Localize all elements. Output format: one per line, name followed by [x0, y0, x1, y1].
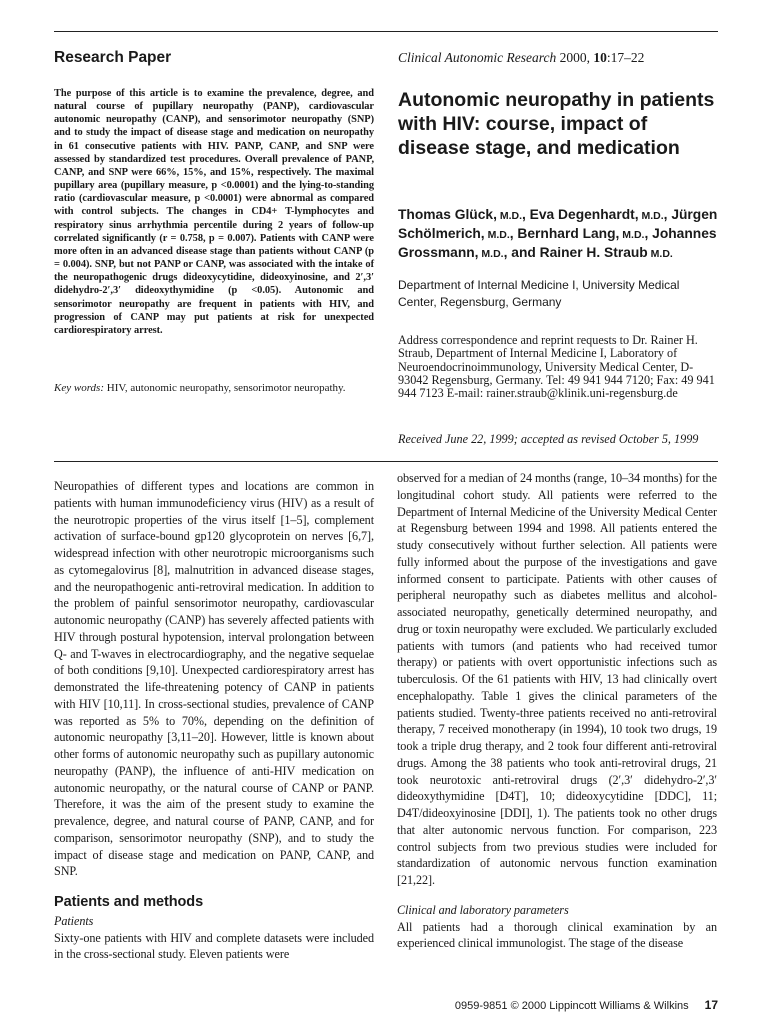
page-footer	[398, 998, 718, 1012]
author-separator: ,	[644, 226, 653, 241]
keywords-label: Key words:	[54, 382, 105, 394]
author-name: Johannes Grossmann,	[398, 226, 717, 260]
clinical-paragraph: All patients had a thorough clinical examination by an experienced clinical immunologist. The stage of the disease	[397, 919, 717, 951]
affiliation: Department of Internal Medicine I, University Medical Center, Regensburg, Germany	[398, 278, 680, 309]
author-degree: M.D.	[478, 248, 504, 260]
journal-name: Clinical Autonomic Research	[398, 50, 557, 65]
journal-year: 2000,	[559, 50, 590, 65]
author-separator: , and	[503, 245, 540, 260]
journal-volume: 10	[593, 50, 607, 65]
section-label: Research Paper	[54, 49, 172, 66]
top-rule	[54, 31, 718, 32]
author	[530, 207, 672, 222]
author-separator: ,	[663, 207, 672, 222]
patients-paragraph-continued: observed for a median of 24 months (range, 10–34 months) for the longitudinal cohort study. All patients were referred to the Department of Internal Medicine of the University Medical Center at Regensburg between 1994 and 1998. All patients entered the study consecutively without further selection. All patients were fully informed about the purpose of the investigations and gave informed consent to participate. Patients with other causes of peripheral neuropathy such as diabetes mellitus and alcohol-associated neuropathy, genetically determined neuropathy, and drug or toxin neuropathy were excluded. We particularly excluded patients with tumors (and patients who had received tumor therapy) or patients with overt opportunistic infections such as tuberculosis. Of the 61 patients with HIV, 13 had clinically overt encephalopathy. Table 1 gives the clinical parameters of the patients studied. Twenty-three patients received no anti-retroviral therapy, 7 received monotherapy (in 1994), 10 took two drugs, 19 took a triple drug therapy, and 2 took four different anti-retroviral drugs. Among the 38 patients who took anti-retroviral drugs, 21 took neurotoxic anti-retroviral drugs (2′,3′ didehydro-2′,3′ dideoxythymidine [D4T], 10; dideoxycytidine [DDC], 11; D4T/dideoxyinosine [DDI], 1). The patients took no other drugs that alter autonomic nervous function. For comparison, 223 control subjects from two previous studies were included for standardization of autonomic nervous function examination [21,22].	[397, 471, 717, 887]
page-number: 17	[704, 998, 718, 1012]
author-name: Eva Degenhardt,	[529, 207, 639, 222]
author-degree: M.D.	[638, 210, 664, 222]
methods-heading: Patients and methods	[54, 894, 204, 910]
clinical-subheading: Clinical and laboratory parameters	[397, 902, 569, 917]
intro-paragraph: Neuropathies of different types and locations are common in patients with human immunodeficiency virus (HIV) as a result of the neurotropic properties of the virus itself [1–5], complement activation of surface-bound gp120 glycoprotein on nerves [6,7], widespread infection with other neurotropic microorganisms such as cytomegalovirus [8], malnutrition in advanced disease stages, and the neuropathogenic anti-retroviral medication. In addition to the problem of painful sensorimotor neuropathy, cardiovascular autonomic neuropathy (CANP) has severely affected patients with HIV through postural hypotension, interval prolongation between Q- and T-waves in electrocardiography, and the negative sequelae of both conditions [9,10]. Unexpected cardiorespiratory arrest has demonstrated the life-threatening potency of CANP in patients with HIV [10,11]. In cross-sectional studies, prevalence of CANP was reported as 5% to 70%, depending on the definition of autonomic neuropathy [3,11–20]. However, little is known about other forms of autonomic neuropathy such as pupillary autonomic neuropathy (PANP), the influence of anti-HIV medication on autonomic neuropathy, or the natural course of CANP or PANP. Therefore, it was the aim of the present study to examine the prevalence, degree, and natural course of PANP, CANP, and for comparison, sensorimotor neuropathy (SNP), and to study the impact of disease stage and medication on PANP, CANP, and SNP.	[54, 479, 374, 879]
article-title: Autonomic neuropathy in patients with HIV: course, impact of disease stage, and medication	[398, 89, 715, 159]
copyright-line: 0959-9851 © 2000 Lippincott Williams & Wilkins	[454, 1000, 689, 1012]
keywords	[54, 382, 354, 396]
author-name: Rainer H. Straub	[539, 245, 648, 260]
patients-subheading: Patients	[54, 913, 94, 928]
author-separator: ,	[509, 226, 518, 241]
keywords-text: HIV, autonomic neuropathy, sensorimotor neuropathy.	[104, 382, 346, 394]
left-column	[54, 478, 374, 963]
received-dates: Received June 22, 1999; accepted as revised October 5, 1999	[398, 432, 699, 446]
author-name: Thomas Glück,	[398, 207, 497, 222]
author	[540, 245, 673, 260]
author-name: Jürgen Schölmerich,	[398, 207, 718, 241]
author	[517, 226, 652, 241]
author-list	[398, 206, 718, 263]
author-degree: M.D.	[484, 229, 510, 241]
author-degree: M.D.	[619, 229, 645, 241]
abstract: The purpose of this article is to examine the prevalence, degree, and natural course of pupillary neuropathy (PANP), cardiovascular autonomic neuropathy (CANP), and sensorimotor neuropathy (SNP) and to study the impact of disease stage and medication on neuropathy in 61 consecutive patients with HIV. PANP, CANP, and SNP were assessed by standardized test procedures. Overall prevalence of PANP, CANP, and SNP were 66%, 15%, and 15%, respectively. The maximal pupillary area (pupillary measure, p <0.0001) and the lying-to-standing ratio (cardiovascular measure, p <0.0001) were abnormal as compared with control subjects. The changes in CD4+ T-lymphocytes and respiratory sinus arrhythmia percentile during 2 years of follow-up correlated significantly (r = 0.758, p = 0.007). Patients with CANP were more often in an advanced disease stage than patients without CANP (p = 0.004). SNP, but not PANP or CANP, was associated with the intake of the neuropathogenic drugs dideoxycytidine, dideoxyinosine, and 2′,3′ didehydro-2′,3′ dideoxythymidine (p <0.05). Autonomic and sensorimotor neuropathy are frequent in patients with HIV, and progression of CANP may put patients at risk for unexpected cardiorespiratory arrest.	[54, 88, 374, 336]
journal-reference	[398, 50, 644, 66]
author-degree: M.D.	[647, 248, 673, 260]
header-divider	[54, 461, 718, 462]
journal-pages: :17–22	[606, 50, 645, 65]
correspondence-address: Address correspondence and reprint requests to Dr. Rainer H. Straub, Department of Internal Medicine I, Laboratory of Neuroendocrinoimmunology, University Medical Center, D-93042 Regensburg, Germany. Tel: 49 941 944 7120; Fax: 49 941 944 7123 E-mail: rainer.straub@klinik.uni-regensburg.de	[398, 333, 715, 401]
author	[398, 207, 530, 222]
author-separator: ,	[522, 207, 530, 222]
author-degree: M.D.	[496, 210, 522, 222]
right-column	[397, 470, 717, 952]
patients-paragraph-start: Sixty-one patients with HIV and complete datasets were included in the cross-sectional study. Eleven patients were	[54, 930, 374, 962]
author-name: Bernhard Lang,	[517, 226, 620, 241]
